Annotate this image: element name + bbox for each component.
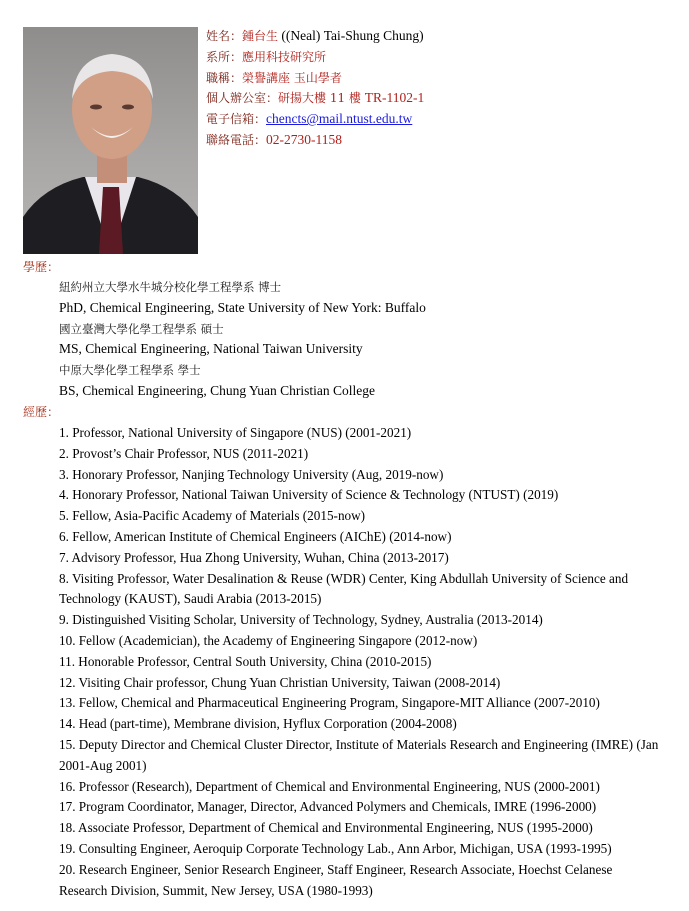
phone-row: [206, 130, 424, 151]
office-value-en: TR-1102-1: [364, 90, 425, 106]
experience-item: 17. Program Coordinator, Manager, Director, Advanced Polymers and Chemicals, IMRE (1996-2000): [59, 799, 597, 815]
title-label: 職稱：: [206, 70, 243, 85]
experience-item: 19. Consulting Engineer, Aeroquip Corporate Technology Lab., Ann Arbor, Michigan, USA (1993-1995): [59, 840, 612, 856]
experience-item: 18. Associate Professor, Department of Chemical and Environmental Engineering, NUS (1995-2000): [59, 820, 593, 836]
email-label: 電子信箱：: [206, 112, 267, 127]
experience-item: 15. Deputy Director and Chemical Cluster Director, Institute of Materials Research and Engineering (IMRE) (Jan 2001-Aug 2001): [59, 736, 659, 773]
name-label: 姓名：: [206, 29, 243, 43]
name-zh: 鍾台生: [242, 29, 279, 43]
office-value-zh: 研揚大樓 11 樓: [278, 91, 365, 106]
experience-item: 13. Fellow, Chemical and Pharmaceutical Engineering Program, Singapore-MIT Alliance (2007-2010): [59, 695, 600, 711]
education-zh: 中原大學化學工程學系 學士: [59, 363, 201, 378]
experience-item: 5. Fellow, Asia-Pacific Academy of Materials (2015-now): [59, 508, 366, 524]
department-label: 系所：: [206, 49, 243, 64]
email-link[interactable]: chencts@mail.ntust.edu.tw: [266, 111, 413, 127]
experience-heading: 經歷：: [23, 405, 60, 419]
education-zh: 國立臺灣大學化學工程學系 碩士: [59, 321, 224, 336]
education-en: BS, Chemical Engineering, Chung Yuan Christian College: [59, 382, 375, 398]
office-label: 個人辦公室：: [206, 91, 279, 106]
experience-item: 3. Honorary Professor, Nanjing Technology University (Aug, 2019-now): [59, 466, 444, 482]
name-en: ((Neal) Tai-Shung Chung): [278, 28, 424, 43]
experience-item: 20. Research Engineer, Senior Research Engineer, Staff Engineer, Research Associate, Hoechst Celanese Research Division, Summit, New Jersey, USA (1980-1993): [59, 861, 613, 898]
office-row: [206, 88, 424, 109]
person-photo-icon: [23, 27, 198, 254]
experience-item: 16. Professor (Research), Department of Chemical and Environmental Engineering, NUS (2000-2001): [59, 778, 600, 794]
title-row: [206, 68, 424, 89]
education-heading: 學歷：: [23, 260, 60, 274]
department-row: [206, 47, 424, 68]
experience-item: 4. Honorary Professor, National Taiwan University of Science & Technology (NTUST) (2019): [59, 487, 559, 503]
experience-item: 10. Fellow (Academician), the Academy of Engineering Singapore (2012-now): [59, 632, 478, 648]
experience-list: [59, 423, 661, 901]
education-list: [59, 277, 426, 402]
education-zh: 紐約州立大學水牛城分校化學工程學系 博士: [59, 280, 282, 294]
experience-item: 1. Professor, National University of Singapore (NUS) (2001-2021): [59, 425, 412, 440]
phone-label: 聯絡電話：: [206, 132, 267, 147]
experience-item: 6. Fellow, American Institute of Chemical Engineers (AIChE) (2014-now): [59, 528, 452, 544]
experience-item: 12. Visiting Chair professor, Chung Yuan Christian University, Taiwan (2008-2014): [59, 674, 501, 690]
education-en: MS, Chemical Engineering, National Taiwan University: [59, 341, 363, 357]
experience-item: 14. Head (part-time), Membrane division, Hyflux Corporation (2004-2008): [59, 716, 457, 732]
name-row: [206, 26, 424, 47]
experience-item: 2. Provost’s Chair Professor, NUS (2011-2021): [59, 445, 309, 461]
experience-item: 7. Advisory Professor, Hua Zhong University, Wuhan, China (2013-2017): [59, 549, 449, 565]
title-value: 榮譽講座 玉山學者: [242, 70, 342, 85]
phone-value: 02-2730-1158: [266, 131, 343, 147]
education-en: PhD, Chemical Engineering, State University of New York: Buffalo: [59, 299, 426, 315]
email-row: [206, 109, 424, 130]
profile-info: [206, 26, 424, 151]
portrait-photo: [23, 27, 198, 254]
experience-item: 9. Distinguished Visiting Scholar, University of Technology, Sydney, Australia (2013-2014): [59, 612, 543, 628]
experience-item: 8. Visiting Professor, Water Desalination & Reuse (WDR) Center, King Abdullah University of Science and Technology (KAUST), Saudi Arabia (2013-2015): [59, 570, 629, 607]
experience-item: 11. Honorable Professor, Central South University, China (2010-2015): [59, 653, 432, 669]
department-value: 應用科技研究所: [242, 49, 327, 64]
